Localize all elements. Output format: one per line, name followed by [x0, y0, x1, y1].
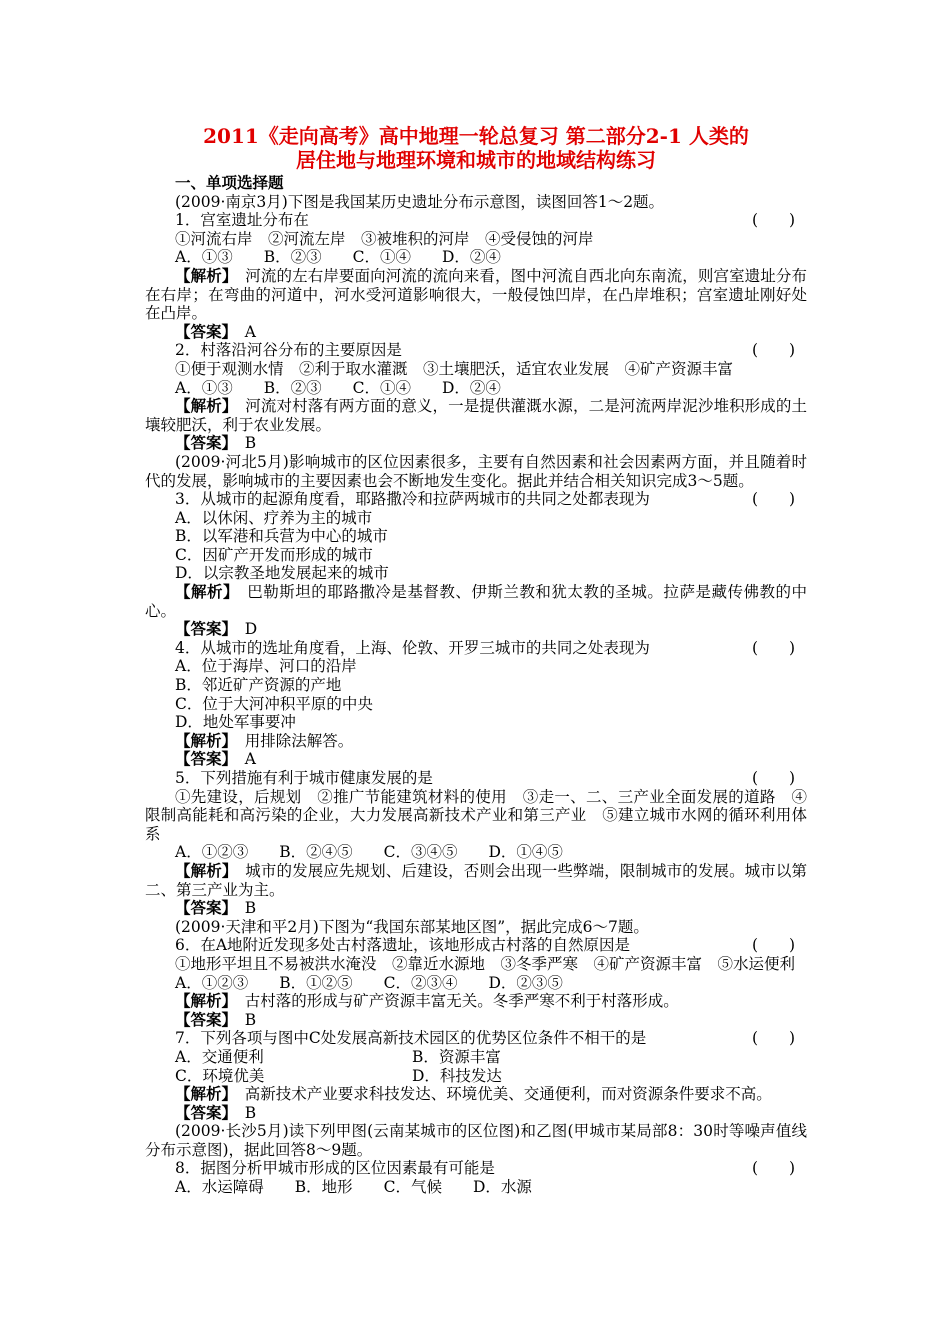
- intro-2: (2009·河北5月)影响城市的区位因素很多，主要有自然因素和社会因素两方面，并且随着时代的发展，影响城市的主要因素也会不断地发生变化。据此并结合相关知识完成3～5题。: [145, 452, 807, 490]
- question-3-option-d: D．以宗教圣地发展起来的城市: [175, 564, 389, 583]
- question-4-analysis: 【解析】 用排除法解答。: [175, 730, 354, 750]
- question-3-analysis: 【解析】 巴勒斯坦的耶路撒冷是基督教、伊斯兰教和犹太教的圣城。拉萨是藏传佛教的中心。: [145, 582, 807, 620]
- question-5-options: ①先建设，后规划 ②推广节能建筑材料的使用 ③走一、二、三产业全面发展的道路 ④限制高能耗和高污染的企业，大力发展高新技术产业和第三产业 ⑤建立城市水网的循环利用体系: [145, 787, 807, 843]
- question-8-choices: A．水运障碍 B．地形 C．气候 D．水源: [175, 1178, 532, 1197]
- question-6-answer: 【答案】 B: [175, 1009, 257, 1029]
- question-4-option-a: A．位于海岸、河口的沿岸: [175, 657, 357, 676]
- question-4-option-c: C．位于大河冲积平原的中央: [175, 694, 373, 713]
- intro-1: (2009·南京3月)下图是我国某历史遗址分布示意图，读图回答1～2题。: [175, 192, 665, 211]
- question-4-option-d: D．地处军事要冲: [175, 713, 296, 732]
- intro-3: (2009·天津和平2月)下图为“我国东部某地区图”，据此完成6～7题。: [175, 917, 649, 936]
- question-1-stem: 1．宫室遗址分布在 ( ): [175, 211, 796, 230]
- question-5-analysis: 【解析】 城市的发展应先规划、后建设，否则会出现一些弊端，限制城市的发展。城市以第二、第三产业为主。: [145, 860, 807, 899]
- question-7-options-row-2: C．环境优美 D．科技发达: [175, 1066, 502, 1085]
- question-5-answer: 【答案】 B: [175, 898, 257, 918]
- question-6-options: ①地形平坦且不易被洪水淹没 ②靠近水源地 ③冬季严寒 ④矿产资源丰富 ⑤水运便利: [175, 954, 796, 973]
- question-5-choices: A．①②③ B．②④⑤ C．③④⑤ D．①④⑤: [175, 843, 563, 862]
- question-7-options-row-1: A．交通便利 B．资源丰富: [175, 1047, 501, 1066]
- title-line-2: 居住地与地理环境和城市的地域结构练习: [296, 148, 656, 172]
- document-page: [145, 124, 807, 1197]
- title-line-1: 2011《走向高考》高中地理一轮总复习 第二部分2-1 人类的: [203, 124, 749, 148]
- question-1-options: ①河流右岸 ②河流左岸 ③被堆积的河岸 ④受侵蚀的河岸: [175, 229, 594, 248]
- question-1-analysis: 【解析】 河流的左右岸要面向河流的流向来看，图中河流自西北向东南流，则宫室遗址分布在右岸；在弯曲的河道中，河水受河道影响很大，一般侵蚀凹岸，在凸岸堆积；宫室遗址刚好处在凸岸。: [145, 265, 807, 323]
- question-4-answer: 【答案】 A: [175, 749, 256, 769]
- question-4-stem: 4．从城市的选址角度看，上海、伦敦、开罗三城市的共同之处表现为 ( ): [175, 638, 796, 657]
- question-7-analysis: 【解析】 高新技术产业要求科技发达、环境优美、交通便利，而对资源条件要求不高。: [175, 1084, 772, 1104]
- question-2-answer: 【答案】 B: [175, 433, 257, 453]
- question-6-analysis: 【解析】 古村落的形成与矿产资源丰富无关。冬季严寒不利于村落形成。: [175, 991, 679, 1011]
- question-3-stem: 3．从城市的起源角度看，耶路撒冷和拉萨两城市的共同之处都表现为 ( ): [175, 490, 796, 509]
- question-3-option-c: C．因矿产开发而形成的城市: [175, 545, 373, 564]
- document-title: [145, 124, 807, 172]
- intro-4: (2009·长沙5月)读下列甲图(云南某城市的区位图)和乙图(甲城市某局部8：30时等噪声值线分布示意图)，据此回答8～9题。: [145, 1122, 807, 1159]
- question-3-option-a: A．以休闲、疗养为主的城市: [175, 508, 373, 527]
- question-7-stem: 7．下列各项与图中C处发展高新技术园区的优势区位条件不相干的是 ( ): [175, 1029, 796, 1048]
- question-2-stem: 2．村落沿河谷分布的主要原因是 ( ): [175, 341, 796, 360]
- section-heading: 一、单项选择题: [175, 173, 284, 192]
- question-6-choices: A．①②③ B．①②⑤ C．②③④ D．②③⑤: [175, 973, 563, 992]
- question-2-choices: A．①③ B．②③ C．①④ D．②④: [175, 378, 501, 397]
- question-3-answer: 【答案】 D: [175, 619, 258, 639]
- question-3-option-b: B．以军港和兵营为中心的城市: [175, 527, 388, 546]
- question-1-answer: 【答案】 A: [175, 321, 256, 341]
- question-5-stem: 5．下列措施有利于城市健康发展的是 ( ): [175, 769, 796, 787]
- question-1-choices: A．①③ B．②③ C．①④ D．②④: [175, 248, 501, 267]
- question-8-stem: 8．据图分析甲城市形成的区位因素最有可能是 ( ): [175, 1159, 796, 1178]
- question-2-analysis: 【解析】 河流对村落有两方面的意义，一是提供灌溉水源，二是河流两岸泥沙堆积形成的土壤较肥沃，利于农业发展。: [145, 396, 807, 434]
- question-6-stem: 6．在A地附近发现多处古村落遗址，该地形成古村落的自然原因是 ( ): [175, 936, 796, 955]
- question-2-options: ①便于观测水情 ②利于取水灌溉 ③土壤肥沃，适宜农业发展 ④矿产资源丰富: [175, 359, 734, 378]
- question-7-answer: 【答案】 B: [175, 1102, 257, 1122]
- question-4-option-b: B．邻近矿产资源的产地: [175, 676, 342, 695]
